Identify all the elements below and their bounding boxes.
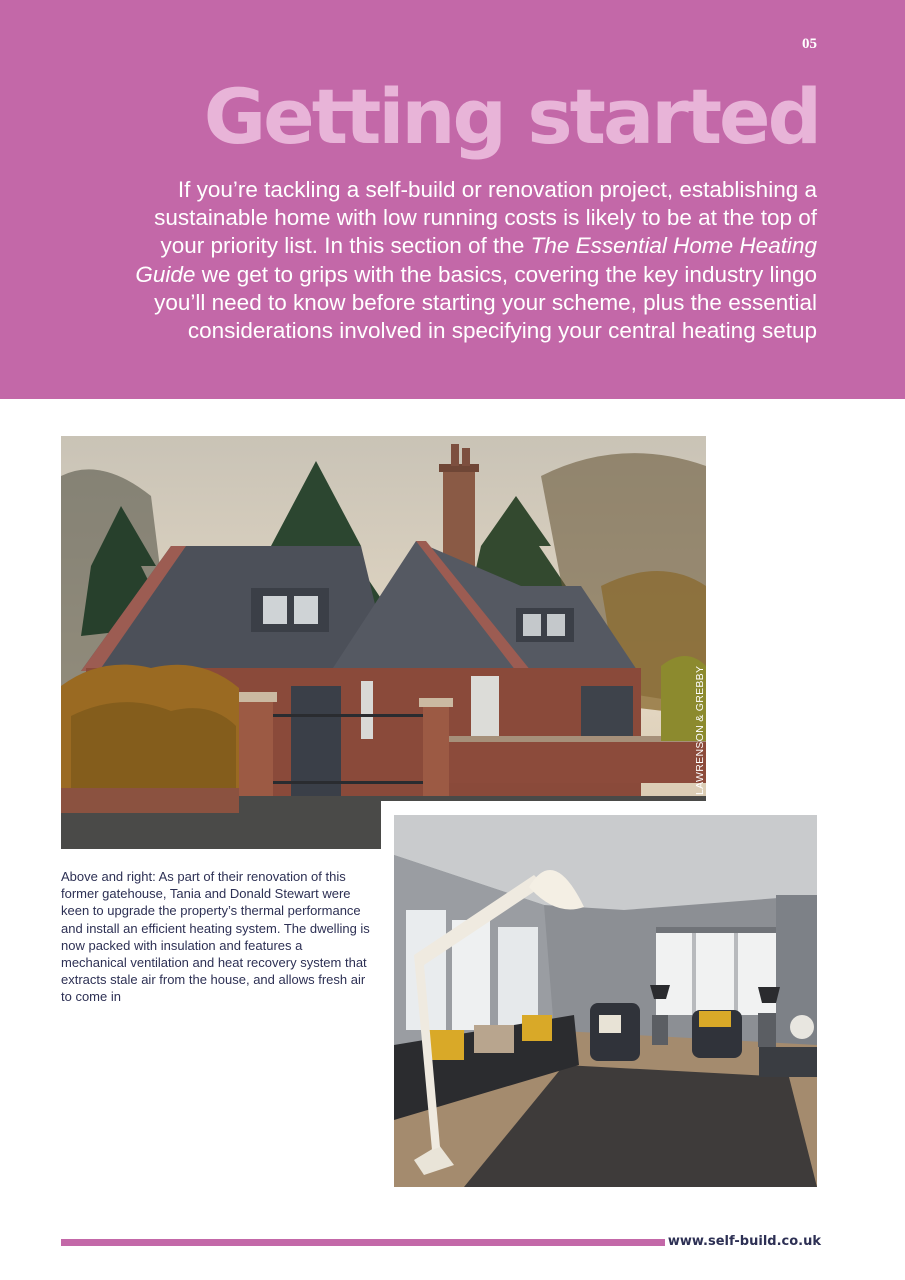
exterior-photo xyxy=(61,436,706,849)
page-title: Getting started xyxy=(203,72,819,161)
page-number: 05 xyxy=(802,36,817,52)
header-banner xyxy=(0,0,905,399)
interior-photo xyxy=(394,815,817,1187)
photo-credit: LAWRENSON & GREBBY xyxy=(694,665,706,795)
photo-caption: Above and right: As part of their renovation of this former gatehouse, Tania and Donald Stewart were keen to upgrade the property’s thermal performance and install an efficient heating system. The dwelling is now packed with insulation and features a mechanical ventilation and heat recovery system that extracts stale air from the house, and allows fresh air to come in xyxy=(61,869,370,1005)
guide-title: The Essential Home Heating Guide xyxy=(135,233,817,287)
intro-text-start: If you’re tackling a self-build or renovation project, establishing a sustainable home with low running costs is likely to be at the top of your priority list. In this section of the xyxy=(154,177,817,259)
footer-website-link[interactable]: www.self-build.co.uk xyxy=(667,1234,821,1249)
gatehouse-exterior-image xyxy=(61,436,706,849)
living-room-image xyxy=(394,815,817,1187)
footer-rule xyxy=(61,1239,665,1246)
intro-text-end: we get to grips with the basics, covering the key industry lingo you’ll need to know before starting your scheme, plus the essential considerations involved in specifying your central heating setup xyxy=(154,261,817,344)
intro-paragraph xyxy=(127,176,817,345)
